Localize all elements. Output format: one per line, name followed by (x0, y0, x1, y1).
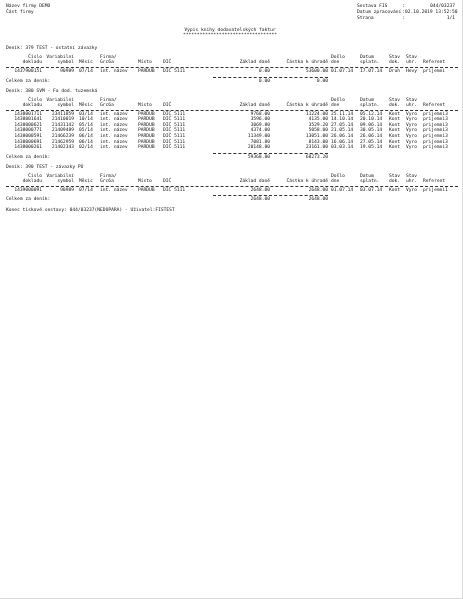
col-header-month: Měsíc (79, 102, 93, 108)
col-header-doc-status: Stav (389, 55, 401, 60)
col-header-payment-status: Stav (406, 97, 418, 103)
table-cell-cislo: 1438000621 (14, 122, 42, 128)
table-cell-mesic: 03/14 (79, 111, 93, 117)
col-header-doc-status: dok. (389, 178, 401, 184)
col-header-received: Došlo (331, 97, 345, 103)
col-header-doc-number: Číslo (28, 55, 42, 60)
report-number: 044/03237 (430, 4, 455, 9)
col-header-payment-status: uhr. (406, 102, 418, 108)
table-cell-mesic: 02/14 (79, 145, 93, 151)
table-cell-cislo: 1438000261 (14, 145, 42, 151)
table-cell-cislo: 1437900151 (14, 69, 42, 74)
col-header-variable-symbol: symbol (57, 60, 74, 65)
col-header-payment-status: uhr. (406, 60, 418, 65)
table-cell-zaklad: 7081.80 (250, 139, 270, 145)
col-header-place: Místo (138, 102, 152, 108)
table-cell-cislo: 1439000091 (14, 187, 42, 193)
col-header-vat-id: DIČ (163, 178, 172, 184)
table-cell-zaklad: 2648.00 (250, 187, 270, 193)
table-cell-cislo: 1438000691 (14, 139, 42, 145)
col-header-amount-due: Částka k úhradě (286, 178, 328, 184)
table-cell-doslo: 26.06.14 (331, 134, 354, 139)
report-footer: Konec tiskové sestavy: 044/03237(NEDOPARA) - Uživatel:FISTEST (6, 208, 175, 214)
col-header-doc-status: Stav (389, 97, 401, 103)
col-header-referent: Referent (423, 60, 446, 65)
table-cell-mesic: 06/14 (79, 139, 93, 145)
table-cell-firma: int. název (100, 69, 128, 74)
col-header-received: Došlo (331, 173, 345, 179)
title-underline: ********************************** (182, 33, 278, 38)
table-cell-zaklad: 3069.80 (250, 122, 270, 128)
section-title: Deník: 379 TEST - ostatní závazky (6, 46, 98, 51)
table-cell-zaklad: 4374.00 (250, 128, 270, 134)
table-cell-castka: 11224.00 (305, 111, 328, 117)
section-total-label: Celkem za deník: (6, 78, 51, 84)
table-cell-ref: prijemni3 (423, 111, 448, 117)
table-cell-dic: DIČ 5111 (163, 187, 186, 193)
col-header-doc-status: dok. (389, 60, 401, 65)
table-cell-ref: prijemni3 (423, 134, 448, 139)
col-header-doc-status: dok. (389, 102, 401, 108)
table-cell-misto: PARDUB (138, 145, 155, 151)
table-cell-mesic: 07/14 (79, 187, 93, 193)
table-cell-misto: PARDUB (138, 139, 155, 145)
table-cell-doslo: 03.03.14 (331, 145, 354, 151)
col-header-month: Měsíc (79, 178, 93, 184)
report-page: Název firmy DEMO Část firmy Sestava FIS : 044/03237 Datum zpracování : 02.10.2019 13:52:50 Strana : 1/1 Výpis knihy dodavatelských faktur ********************************** Deník: 379 TEST - ostatní závazky Číslo dokladu Variabilní symbol Měsíc Firma/ Grc6a Místo DIČ Základ daně Částka k úhradě Došlo dne Datum splatn. Stav dok. Stav uhr. Referent 1437900151 90989 07/14 int. název PARDUB DIČ 5111 0.00 53600.00 01.07.14 17.07.14 Druh Hevy prijemni Celkem za deník: 0.00 0.00 Deník: 380 SVM - Fa dod. tuzemská Číslo dokladu Variabilní symbol Měsíc Firma/ Grc6a Místo DIČ Základ daně Částka k úhradě Došlo dne Datum splatn. Stav dok. Stav uhr. Referent 1438001711 23411859 03/14 int. název PARDUB DIČ 5111 9768.00 11224.00 25.11.14 05.12.14 Kont Vyro prijemni3 1438001641 21410019 10/14 int. název PARDUB DIČ 5111 3596.00 4135.00 14.10.14 20.10.14 Kont Vyro prijemni3 1438000621 21431142 05/14 int. název PARDUB DIČ 5111 3069.80 3529.20 27.05.14 09.06.14 Kont Vyro prijemni3 1438000771 21409489 05/14 int. název PARDUB DIČ 5111 4374.00 5058.00 21.05.14 30.05.14 Kont Vyro prijemni3 1438000591 21466239 06/14 int. název PARDUB DIČ 5111 11349.00 13051.00 26.06.14 26.06.14 Kont Vyro prijemni3 1438000691 21462959 06/14 int. název PARDUB DIČ 5111 7081.80 8143.00 16.06.14 27.05.14 Kont Vyro prijemni3 1438000261 21402343 02/14 int. název PARDUB DIČ 5111 20148.80 23161.00 03.03.14 19.05.14 Kont Vyro prijemni3 Celkem za deník: 59368.80 68273.20 Deník: 390 TEST - závazky PÚ Číslo dokladu Variabilní symbol Měsíc Firma/ Grc6a Místo DIČ Základ daně Částka k úhradě Došlo dne Datum splatn. Stav dok. Stav uhr. Referent 1439000091 90989 07/14 int. název PARDUB DIČ 5111 2648.00 2648.00 01.07.14 03.07.14 Kont Vyro prijemni1 Celkem za deník: 2648.00 2648.00 Konec tiskové sestavy: 044/03237(NEDOPARA) - Uživatel:FISTEST (0, 0, 463, 599)
company-name: Název firmy DEMO (6, 4, 51, 9)
section-total-amount: 0.00 (316, 78, 328, 84)
table-cell-splat: 20.10.14 (360, 117, 383, 123)
table-cell-stav2: Vyro (406, 187, 418, 193)
col-header-payment-status: uhr. (406, 178, 418, 184)
table-cell-stav: Kont (389, 145, 401, 151)
table-cell-varsym: 21409489 (51, 128, 74, 134)
table-cell-firma: int. název (100, 187, 128, 193)
page-label: Strana (357, 16, 374, 21)
table-cell-firma: int. název (100, 139, 128, 145)
table-cell-firma: int. název (100, 117, 128, 123)
table-cell-splat: 27.05.14 (360, 139, 383, 145)
table-cell-cislo: 1438000591 (14, 134, 42, 139)
table-cell-stav2: Vyro (406, 117, 418, 123)
col-header-received: dne (331, 102, 340, 108)
table-cell-varsym: 90989 (60, 187, 74, 193)
table-cell-firma: int. název (100, 145, 128, 151)
page-number: 1/1 (446, 16, 455, 21)
col-header-received: Došlo (331, 55, 345, 60)
table-cell-splat: 17.07.14 (360, 69, 383, 74)
table-cell-stav2: Vyro (406, 145, 418, 151)
col-header-tax-base: Základ daně (239, 102, 270, 108)
section-title: Deník: 380 SVM - Fa dod. tuzemská (6, 88, 98, 94)
table-cell-stav: Kont (389, 187, 401, 193)
col-header-payment-status: Stav (406, 55, 418, 60)
table-cell-castka: 53600.00 (305, 69, 328, 74)
table-cell-mesic: 06/14 (79, 134, 93, 139)
table-cell-castka: 3529.20 (308, 122, 328, 128)
col-header-variable-symbol: Variabilní (46, 55, 74, 60)
section-total-label: Celkem za deník: (6, 197, 51, 203)
table-cell-ref: prijemni3 (423, 122, 448, 128)
col-header-due-date: Datum (360, 97, 374, 103)
table-cell-firma: int. název (100, 122, 128, 128)
table-cell-stav: Kont (389, 128, 401, 134)
col-header-variable-symbol: Variabilní (46, 97, 74, 103)
table-cell-castka: 5058.00 (308, 128, 328, 134)
table-cell-dic: DIČ 5111 (163, 69, 186, 74)
table-cell-doslo: 01.07.14 (331, 187, 354, 193)
table-cell-splat: 03.07.14 (360, 187, 383, 193)
table-cell-doslo: 27.05.14 (331, 122, 354, 128)
section-total-amount: 2648.00 (308, 197, 328, 203)
col-header-doc-number: Číslo (28, 97, 42, 103)
col-header-payment-status: Stav (406, 173, 418, 179)
table-cell-zaklad: 3596.00 (250, 117, 270, 123)
table-cell-cislo: 1438000771 (14, 128, 42, 134)
table-cell-stav2: Vyro (406, 111, 418, 117)
table-cell-varsym: 23411859 (51, 111, 74, 117)
table-cell-dic: DIČ 5111 (163, 122, 186, 128)
col-header-company: Grc6a (100, 102, 114, 108)
table-cell-ref: prijemni3 (423, 117, 448, 123)
col-header-vat-id: DIČ (163, 102, 172, 108)
table-cell-stav: Kont (389, 111, 401, 117)
company-part: Část firmy (6, 10, 34, 15)
table-cell-stav2: Hevy (406, 69, 418, 74)
table-cell-misto: PARDUB (138, 128, 155, 134)
table-cell-splat: 19.05.14 (360, 145, 383, 151)
col-header-vat-id: DIČ (163, 60, 172, 65)
col-header-due-date: splatn. (360, 60, 380, 65)
table-cell-dic: DIČ 5111 (163, 134, 186, 139)
table-cell-doslo: 01.07.14 (331, 69, 354, 74)
table-cell-varsym: 21410019 (51, 117, 74, 123)
report-title: Výpis knihy dodavatelských faktur (184, 28, 276, 33)
table-cell-ref: prijemni1 (423, 187, 448, 193)
col-header-company: Grc6a (100, 178, 114, 184)
table-cell-misto: PARDUB (138, 111, 155, 117)
total-rule (213, 153, 328, 154)
col-header-company: Grc6a (100, 60, 114, 65)
table-cell-castka: 13051.00 (305, 134, 328, 139)
table-cell-dic: DIČ 5111 (163, 128, 186, 134)
table-cell-misto: PARDUB (138, 122, 155, 128)
col-header-due-date: Datum (360, 55, 374, 60)
table-cell-splat: 09.06.14 (360, 122, 383, 128)
col-header-doc-number: dokladu (22, 102, 42, 108)
table-cell-stav2: Vyro (406, 134, 418, 139)
col-header-company: Firma/ (100, 97, 117, 103)
col-header-month: Měsíc (79, 60, 93, 65)
table-cell-castka: 23161.00 (305, 145, 328, 151)
table-cell-ref: prijemni (423, 69, 446, 74)
header-rule (6, 110, 458, 111)
table-cell-doslo: 16.06.14 (331, 139, 354, 145)
section-total-tax-base: 0.00 (258, 78, 270, 84)
table-cell-firma: int. název (100, 111, 128, 117)
col-header-variable-symbol: Variabilní (46, 173, 74, 179)
table-cell-doslo: 14.10.14 (331, 117, 354, 123)
table-cell-misto: PARDUB (138, 69, 155, 74)
col-header-variable-symbol: symbol (57, 178, 74, 184)
total-rule (213, 77, 328, 78)
table-cell-dic: DIČ 5111 (163, 139, 186, 145)
table-cell-splat: 05.12.14 (360, 111, 383, 117)
col-header-due-date: Datum (360, 173, 374, 179)
table-cell-varsym: 21462959 (51, 139, 74, 145)
col-header-place: Místo (138, 178, 152, 184)
col-header-received: dne (331, 60, 340, 65)
table-cell-zaklad: 11349.00 (247, 134, 270, 139)
table-cell-zaklad: 9768.00 (250, 111, 270, 117)
table-cell-splat: 26.06.14 (360, 134, 383, 139)
col-header-doc-number: dokladu (22, 178, 42, 184)
table-cell-varsym: 21431142 (51, 122, 74, 128)
table-cell-dic: DIČ 5111 (163, 145, 186, 151)
table-cell-cislo: 1438001711 (14, 111, 42, 117)
report-label: Sestava FIS (357, 4, 388, 9)
table-cell-mesic: 05/14 (79, 122, 93, 128)
section-total-tax-base: 59368.80 (247, 154, 270, 160)
table-cell-doslo: 21.05.14 (331, 128, 354, 134)
table-cell-stav: Kont (389, 134, 401, 139)
header-rule (6, 186, 458, 187)
table-cell-mesic: 07/14 (79, 69, 93, 74)
col-header-doc-number: dokladu (22, 60, 42, 65)
table-cell-ref: prijemni3 (423, 145, 448, 151)
table-cell-varsym: 21466239 (51, 134, 74, 139)
table-cell-firma: int. název (100, 128, 128, 134)
table-cell-castka: 4135.00 (308, 117, 328, 123)
table-cell-splat: 30.05.14 (360, 128, 383, 134)
table-cell-castka: 8143.00 (308, 139, 328, 145)
table-cell-dic: DIČ 5111 (163, 111, 186, 117)
col-header-company: Firma/ (100, 173, 117, 179)
table-cell-firma: int. název (100, 134, 128, 139)
col-header-tax-base: Základ daně (239, 60, 270, 65)
table-cell-castka: 2648.00 (308, 187, 328, 193)
section-title: Deník: 390 TEST - závazky PÚ (6, 164, 84, 170)
table-cell-stav2: Vyro (406, 122, 418, 128)
table-cell-stav2: Vyro (406, 139, 418, 145)
table-cell-misto: PARDUB (138, 117, 155, 123)
col-header-referent: Referent (423, 178, 446, 184)
header-rule (6, 67, 458, 68)
table-cell-misto: PARDUB (138, 134, 155, 139)
table-cell-stav2: Vyro (406, 128, 418, 134)
col-header-received: dne (331, 178, 340, 184)
col-header-doc-status: Stav (389, 173, 401, 179)
table-cell-mesic: 10/14 (79, 117, 93, 123)
col-header-due-date: splatn. (360, 178, 380, 184)
col-header-variable-symbol: symbol (57, 102, 74, 108)
table-cell-stav: Druh (389, 69, 401, 74)
col-header-place: Místo (138, 60, 152, 65)
section-total-amount: 68273.20 (305, 154, 328, 160)
section-total-tax-base: 2648.00 (250, 197, 270, 203)
table-cell-dic: DIČ 5111 (163, 117, 186, 123)
col-header-company: Firma/ (100, 55, 117, 60)
col-header-amount-due: Částka k úhradě (286, 102, 328, 108)
col-header-due-date: splatn. (360, 102, 380, 108)
col-header-tax-base: Základ daně (239, 178, 270, 184)
date-value: 02.10.2019 13:52:50 (405, 10, 458, 15)
table-cell-stav: Kont (389, 139, 401, 145)
col-header-amount-due: Částka k úhradě (286, 60, 328, 65)
table-cell-varsym: 21402343 (51, 145, 74, 151)
col-header-referent: Referent (423, 102, 446, 108)
table-cell-cislo: 1438001641 (14, 117, 42, 123)
table-cell-stav: Kont (389, 117, 401, 123)
table-cell-mesic: 05/14 (79, 128, 93, 134)
date-label: Datum zpracování (357, 10, 402, 15)
table-cell-ref: prijemni3 (423, 139, 448, 145)
table-cell-stav: Kont (389, 122, 401, 128)
table-cell-doslo: 25.11.14 (331, 111, 354, 117)
table-cell-varsym: 90989 (60, 69, 74, 74)
table-cell-zaklad: 20148.80 (247, 145, 270, 151)
table-cell-ref: prijemni3 (423, 128, 448, 134)
table-cell-zaklad: 0.00 (258, 69, 270, 74)
col-header-doc-number: Číslo (28, 173, 42, 179)
section-total-label: Celkem za deník: (6, 154, 51, 160)
table-cell-misto: PARDUB (138, 187, 155, 193)
